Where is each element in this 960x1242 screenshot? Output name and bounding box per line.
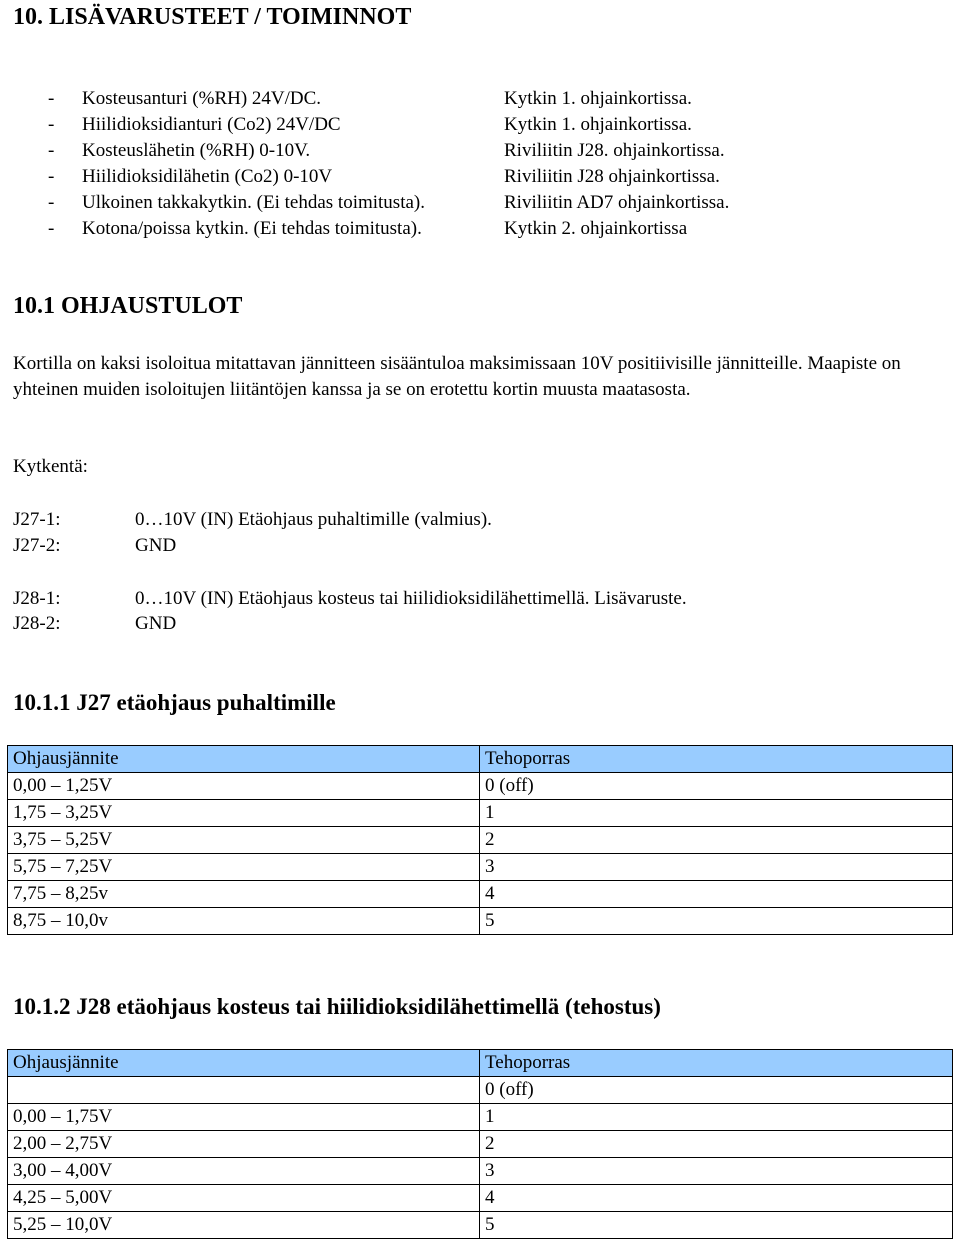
section-heading-ohjaustulot: 10.1 OHJAUSTULOT: [13, 293, 243, 319]
table-j27: [7, 745, 953, 935]
table-cell: 5,75 – 7,25V: [8, 854, 480, 881]
table-cell: 3,75 – 5,25V: [8, 827, 480, 854]
pin-label: J28-1:: [13, 588, 61, 609]
accessory-connection: Riviliitin J28. ohjainkortissa.: [504, 140, 725, 161]
accessory-name: Ulkoinen takkakytkin. (Ei tehdas toimitusta).: [82, 192, 425, 213]
table-cell: [8, 1077, 480, 1104]
column-header: Tehoporras: [480, 746, 953, 773]
pin-description: 0…10V (IN) Etäohjaus puhaltimille (valmius).: [135, 509, 492, 530]
table-cell: 0,00 – 1,25V: [8, 773, 480, 800]
kytkenta-label: Kytkentä:: [13, 456, 88, 477]
table-cell: 3,00 – 4,00V: [8, 1158, 480, 1185]
section-heading-j28: 10.1.2 J28 etäohjaus kosteus tai hiilidioksidilähettimellä (tehostus): [13, 994, 661, 1019]
table-cell: 2,00 – 2,75V: [8, 1131, 480, 1158]
accessory-name: Hiilidioksidilähetin (Co2) 0-10V: [82, 166, 333, 187]
table-cell: 4: [480, 881, 953, 908]
table-cell: 7,75 – 8,25v: [8, 881, 480, 908]
table-cell: 1: [480, 1104, 953, 1131]
accessory-connection: Riviliitin AD7 ohjainkortissa.: [504, 192, 730, 213]
table-cell: 5: [480, 1212, 953, 1239]
table-header-row: [8, 746, 953, 773]
pin-description: GND: [135, 613, 177, 634]
table-row: [8, 881, 953, 908]
accessory-name: Kotona/poissa kytkin. (Ei tehdas toimitusta).: [82, 218, 422, 239]
table-cell: 8,75 – 10,0v: [8, 908, 480, 935]
list-dash: -: [48, 192, 55, 213]
table-cell: 3: [480, 1158, 953, 1185]
table-row: [8, 1131, 953, 1158]
table-row: [8, 1104, 953, 1131]
accessory-connection: Kytkin 1. ohjainkortissa.: [504, 88, 692, 109]
table-cell: 0,00 – 1,75V: [8, 1104, 480, 1131]
pin-label: J27-2:: [13, 535, 61, 556]
accessory-name: Kosteuslähetin (%RH) 0-10V.: [82, 140, 311, 161]
table-cell: 2: [480, 1131, 953, 1158]
list-dash: -: [48, 140, 55, 161]
table-cell: 0 (off): [480, 773, 953, 800]
list-dash: -: [48, 114, 55, 135]
pin-label: J27-1:: [13, 509, 61, 530]
column-header: Ohjausjännite: [8, 1050, 480, 1077]
table-cell: 4: [480, 1185, 953, 1212]
accessory-connection: Kytkin 1. ohjainkortissa.: [504, 114, 692, 135]
table-row: [8, 854, 953, 881]
table-cell: 5: [480, 908, 953, 935]
section-heading-j27: 10.1.1 J27 etäohjaus puhaltimille: [13, 690, 336, 715]
table-row: [8, 773, 953, 800]
table-cell: 2: [480, 827, 953, 854]
table-cell: 1: [480, 800, 953, 827]
table-row: [8, 800, 953, 827]
table-cell: 0 (off): [480, 1077, 953, 1104]
pin-description: 0…10V (IN) Etäohjaus kosteus tai hiilidioksidilähettimellä. Lisävaruste.: [135, 588, 687, 609]
accessory-connection: Riviliitin J28 ohjainkortissa.: [504, 166, 720, 187]
list-dash: -: [48, 88, 55, 109]
column-header: Tehoporras: [480, 1050, 953, 1077]
table-cell: 3: [480, 854, 953, 881]
table-cell: 1,75 – 3,25V: [8, 800, 480, 827]
table-header-row: [8, 1050, 953, 1077]
accessory-name: Hiilidioksidianturi (Co2) 24V/DC: [82, 114, 341, 135]
table-row: [8, 1077, 953, 1104]
table-cell: 5,25 – 10,0V: [8, 1212, 480, 1239]
table-row: [8, 1185, 953, 1212]
accessory-name: Kosteusanturi (%RH) 24V/DC.: [82, 88, 322, 109]
list-dash: -: [48, 218, 55, 239]
section-paragraph: Kortilla on kaksi isoloitua mitattavan jännitteen sisääntuloa maksimissaan 10V positiivisille jännitteille. Maapiste on yhteinen muiden isoloitujen liitäntöjen kanssa ja se on erotettu kortin muusta maatasosta.: [13, 353, 901, 400]
table-j28: [7, 1049, 953, 1239]
pin-description: GND: [135, 535, 177, 556]
table-row: [8, 827, 953, 854]
table-row: [8, 908, 953, 935]
column-header: Ohjausjännite: [8, 746, 480, 773]
list-dash: -: [48, 166, 55, 187]
table-row: [8, 1158, 953, 1185]
pin-label: J28-2:: [13, 613, 61, 634]
table-row: [8, 1212, 953, 1239]
page-title: 10. LISÄVARUSTEET / TOIMINNOT: [13, 4, 412, 30]
accessory-connection: Kytkin 2. ohjainkortissa: [504, 218, 688, 239]
table-cell: 4,25 – 5,00V: [8, 1185, 480, 1212]
